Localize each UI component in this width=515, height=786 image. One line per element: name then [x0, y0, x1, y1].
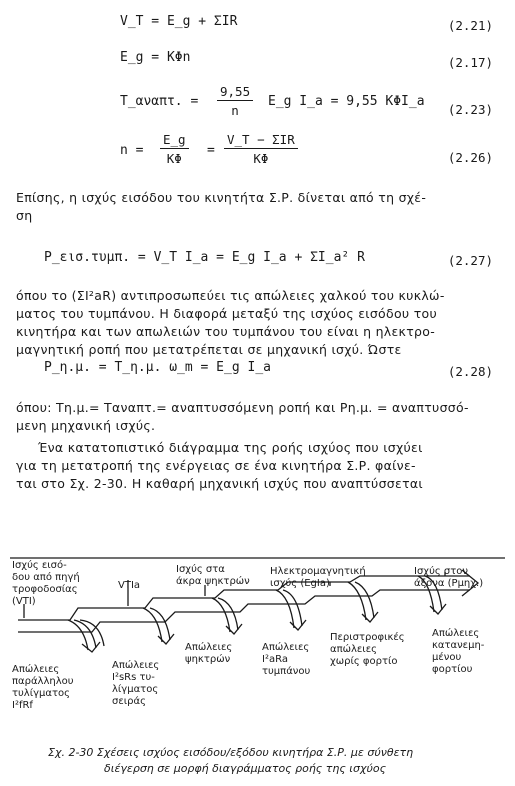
fraction-numerator: V_T − ΣIR [224, 132, 298, 149]
paragraph-line: μενη μηχανική ισχύς. [16, 418, 156, 433]
paragraph-line: όπου: Tη.μ.= Tαναπτ.= αναπτυσσόμενη ροπή και Pη.μ. = αναπτυσσό- [16, 400, 469, 415]
equation-number: (2.27) [447, 253, 493, 268]
loss-branch [218, 598, 238, 630]
diagram-label-vtia: VTIa [118, 580, 141, 591]
loss-arrow-head [82, 642, 100, 652]
paragraph-line: ση [16, 208, 33, 223]
paragraph-line: ται στο Σχ. 2-30. Η καθαρή μηχανική ισχύς που αναπτύσσεται [16, 476, 423, 491]
diagram-label-input-power: Ισχύς εισό- δου από πηγή τροφοδοσίας (VTI) [12, 560, 80, 607]
diagram-label-rotational-loss: Περιστροφικές απώλειες χωρίς φορτίο [330, 632, 405, 667]
diagram-label-series-loss: Απώλειες I²sRs τυ- λίγματος σειράς [112, 660, 160, 707]
equation-2-23-lhs: T_αναπτ. = [120, 94, 199, 109]
equation-2-23-rhs: E_g I_a = 9,55 KΦI_a [268, 94, 425, 109]
paragraph-line: κινητήρα και των απωλειών του τυμπάνου του είναι η ηλεκτρο- [16, 324, 436, 339]
paragraph-line: μαγνητική ροπή που μετατρέπεται σε μηχανική ισχύ. Ώστε [16, 342, 402, 357]
diagram-label-electromagnetic-power: Ηλεκτρομαγνητική ισχύς (EgIa) [270, 566, 366, 589]
paragraph-line: ματος του τυμπάνου. Η διαφορά μεταξύ της ισχύος εισόδου του [16, 306, 438, 321]
diagram-label-stray-load-loss: Απώλειες κατανεμη- μένου φορτίου [432, 628, 485, 675]
fraction-denominator: n [231, 103, 239, 118]
equation-number: (2.26) [447, 150, 493, 165]
equation-number: (2.23) [447, 102, 493, 117]
loss-branch [150, 608, 170, 640]
diagram-label-shaft-power: Ισχύς στον άξονα (Pμηχ.) [414, 566, 484, 589]
equation-2-28: P_η.μ. = T_η.μ. ω_m = E_g I_a [44, 360, 271, 375]
fraction-numerator: E_g [160, 132, 189, 149]
fraction-denominator: KΦ [166, 151, 182, 166]
equation-number: (2.17) [447, 55, 493, 70]
fraction-denominator: KΦ [253, 151, 269, 166]
fraction-numerator: 9,55 [217, 84, 253, 101]
diagram-label-brush-loss: Απώλειες ψηκτρών [185, 642, 233, 665]
diagram-label-brush-power: Ισχύς στα άκρα ψηκτρών [176, 564, 250, 587]
equation-2-26-equals: = [207, 143, 215, 158]
equation-2-26-lhs: n = [120, 143, 144, 158]
paragraph-line: Ένα κατατοπιστικό διάγραμμα της ροής ισχύος που ισχύει [38, 440, 423, 455]
figure-caption-line: διέγερση σε μορφή διαγράμματος ροής της ισχύος [104, 762, 387, 775]
figure-caption-line: Σχ. 2-30 Σχέσεις ισχύος εισόδου/εξόδου κινητήρα Σ.Ρ. με σύνθετη [48, 746, 414, 759]
paragraph-line: Επίσης, η ισχύς εισόδου του κινητήτα Σ.Ρ. δίνεται από τη σχέ- [16, 190, 427, 205]
paragraph-line: για τη μετατροπή της ενέργειας σε ένα κινητήρα Σ.Ρ. φαίνε- [16, 458, 416, 473]
diagram-label-shunt-loss: Απώλειες παράλληλου τυλίγματος I²fRf [12, 664, 74, 711]
paragraph-line: όπου το (ΣI²aR) αντιπροσωπεύει τις απώλειες χαλκού του κυκλώ- [16, 288, 445, 303]
equation-text: E_g = KΦn [120, 50, 191, 65]
equation-text: V_T = E_g + ΣIR [120, 14, 238, 29]
diagram-label-armature-loss: Απώλειες I²aRa τυμπάνου [262, 642, 311, 677]
equation-2-27: P_εισ.τυμπ. = V_T I_a = E_g I_a + ΣI_a² R [44, 250, 365, 265]
equation-number: (2.21) [447, 18, 493, 33]
equation-number: (2.28) [447, 364, 493, 379]
